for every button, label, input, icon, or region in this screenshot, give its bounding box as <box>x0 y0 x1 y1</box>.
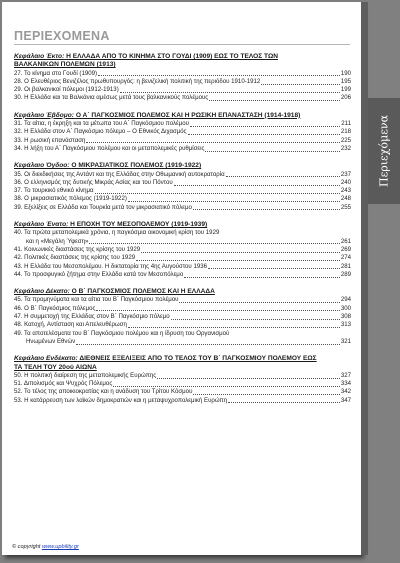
toc-page-number: 243 <box>340 187 351 195</box>
toc-page-number: 211 <box>341 120 351 128</box>
toc-entry[interactable] <box>14 94 351 102</box>
chapter-title: Ο ΜΙΚΡΑΣΙΑΤΙΚΟΣ ΠΟΛΕΜΟΣ (1919-1922) <box>71 162 202 170</box>
toc-entry[interactable] <box>14 70 351 78</box>
toc-entry-title: 50. Η πολιτική διαίρεση της μεταπολεμικής Ευρώπης <box>14 371 157 379</box>
toc-page-number: 342 <box>340 388 351 396</box>
toc-page-number: 334 <box>340 380 351 388</box>
section-tab-label: Περιεχόμενα <box>377 114 391 188</box>
dot-leader <box>95 193 340 194</box>
toc-entry[interactable] <box>14 86 351 94</box>
toc-entry[interactable] <box>14 338 351 346</box>
dot-leader <box>205 151 339 152</box>
toc-entry-title: 53. Η κατάρρευση των λαϊκών δημοκρατιών και η μεταψυχροπολεμική Ευρώπη <box>14 396 228 404</box>
toc-entry[interactable] <box>14 246 351 254</box>
toc-page-number: 347 <box>340 396 351 404</box>
toc-page-number: 281 <box>340 262 351 270</box>
chapter-section <box>14 53 351 103</box>
toc-entry[interactable] <box>14 397 351 405</box>
toc-entry-title: 40. Τα πρώτα μεταπολεμικά χρόνια, η παγκόσμια οικονομική κρίση του 1929 <box>14 229 220 237</box>
toc-page-number: 321 <box>340 337 351 345</box>
toc-entry[interactable] <box>14 372 351 380</box>
chapter-section <box>14 162 351 212</box>
chapter-heading[interactable] <box>14 355 351 363</box>
dot-leader <box>113 386 340 387</box>
chapter-section <box>14 112 351 153</box>
toc-entry-title: 49. Τα αποτελέσματα του Β΄ Παγκόσμιου πολέμου και η ίδρυση του Οργανισμού <box>14 329 230 337</box>
toc-page-number: 313 <box>340 321 351 329</box>
dot-leader <box>171 319 340 320</box>
toc-entry-title: 43. Η Ελλάδα του Μεσοπολέμου. Η δικτατορία της 4ης Αυγούστου 1936 <box>14 262 208 270</box>
dot-leader <box>141 252 340 253</box>
toc-entry-title: 32. Η Ελλάδα στον Α΄ Παγκόσμιο πόλεμο – Ο Εθνικός Διχασμός <box>14 128 187 136</box>
chapter-title: ΒΑΛΚΑΝΙΚΩΝ ΠΟΛΕΜΩΝ (1913) <box>14 61 116 69</box>
toc-page-number: 269 <box>340 245 351 253</box>
toc-entry[interactable] <box>14 195 351 203</box>
toc-entry[interactable] <box>14 305 351 313</box>
toc-entry-title: 35. Οι διεκδικήσεις της Αντάντ και της Ελλάδας στην Οθωμανική αυτοκρατορία <box>14 170 225 178</box>
chapter-title: ΤΑ ΤΕΛΗ ΤΟΥ 20ού ΑΙΩΝΑ <box>14 363 97 371</box>
dot-leader <box>86 142 339 143</box>
chapter-heading[interactable] <box>14 288 351 296</box>
chapter-label: Κεφάλαιο Δέκατο: <box>14 288 70 296</box>
dot-leader <box>188 134 340 135</box>
toc-page-number: 289 <box>340 270 351 278</box>
toc-entry-title: 47. Η συμμετοχή της Ελλάδας στον Β΄ Παγκόσμιο πόλεμο <box>14 313 170 321</box>
chapter-title: Η ΕΠΟΧΗ ΤΟΥ ΜΕΣΟΠΟΛΕΜΟΥ (1919-1939) <box>70 221 208 229</box>
dot-leader <box>136 260 340 261</box>
chapter-section <box>14 288 351 346</box>
toc-entry[interactable] <box>14 204 351 212</box>
toc-entry[interactable] <box>14 330 351 338</box>
toc-entry-title: 41. Κοινωνικές διαστάσεις της κρίσης του 1929 <box>14 245 141 253</box>
toc-page-number: 190 <box>340 69 351 77</box>
chapter-label: Κεφάλαιο Όγδοο: <box>14 162 70 170</box>
title-divider <box>14 44 350 45</box>
toc-page-number: 232 <box>340 144 351 152</box>
document-page <box>2 2 361 555</box>
toc-entry-title: 38. Ο μικρασιατικός πόλεμος (1919-1922) <box>14 195 127 203</box>
chapter-title: Η ΕΛΛΑΔΑ ΑΠΟ ΤΟ ΚΙΝΗΜΑ ΣΤΟ ΓΟΥΔΙ (1909) ΕΩΣ ΤΟ ΤΕΛΟΣ ΤΩΝ <box>66 53 279 60</box>
chapter-section <box>14 221 351 279</box>
toc-entry[interactable] <box>14 137 351 145</box>
toc-entry-title: 31. Τα αίτια, η έκρηξη και τα μέτωπα του Α΄ Παγκόσμιου πολέμου <box>14 120 189 128</box>
toc-entry[interactable] <box>14 380 351 388</box>
table-of-contents <box>14 53 351 414</box>
toc-entry-title: 36. Ο ελληνισμός της δυτικής Μικράς Ασίας και του Πόντου <box>14 178 173 186</box>
page-edge-shadow <box>361 2 368 555</box>
toc-page-number: 218 <box>340 128 351 136</box>
chapter-label: Κεφάλαιο Έβδομο: <box>14 111 74 119</box>
toc-page-number: 294 <box>340 296 351 304</box>
section-tab[interactable] <box>368 98 400 204</box>
dot-leader <box>76 344 340 345</box>
toc-entry-title: 27. Το κίνημα στο Γουδί (1909) <box>14 69 98 77</box>
chapter-heading[interactable] <box>14 364 351 372</box>
toc-entry-title: 30. Η Ελλάδα και τα Βαλκάνια αμέσως μετά τους βαλκανικούς πολέμους <box>14 94 209 102</box>
dot-leader <box>120 92 340 93</box>
chapter-heading[interactable] <box>14 53 351 61</box>
toc-page-number: 274 <box>340 254 351 262</box>
toc-entry[interactable] <box>14 187 351 195</box>
toc-entry-title: 44. Το προσφυγικό ζήτημα στην Ελλάδα κατά τον Μεσοπόλεμο <box>14 270 184 278</box>
toc-entry-title: Ηνωμένων Εθνών <box>26 337 76 345</box>
toc-entry[interactable] <box>14 388 351 396</box>
dot-leader <box>261 84 340 85</box>
toc-page-number: 195 <box>340 77 351 85</box>
toc-entry-title: 48. Κατοχή, Αντίσταση και Απελευθέρωση <box>14 321 127 329</box>
toc-entry[interactable] <box>14 78 351 86</box>
toc-page-number: 206 <box>340 94 351 102</box>
dot-leader <box>96 310 339 311</box>
copyright-text: © copyright <box>12 544 42 550</box>
dot-leader <box>157 378 340 379</box>
toc-page-number: 225 <box>340 136 351 144</box>
dot-leader <box>98 75 340 76</box>
toc-page-number: 255 <box>340 203 351 211</box>
toc-page-number: 327 <box>340 371 351 379</box>
chapter-heading[interactable] <box>14 221 351 229</box>
toc-page-number: 248 <box>340 195 351 203</box>
chapter-heading[interactable] <box>14 61 351 69</box>
chapter-label: Κεφάλαιο Ένατο: <box>14 221 69 229</box>
toc-entry[interactable] <box>14 229 351 237</box>
toc-page-number: 308 <box>340 313 351 321</box>
dot-leader <box>174 185 340 186</box>
toc-entry[interactable] <box>14 321 351 329</box>
chapter-label: Κεφάλαιο Ενδέκατο: <box>14 355 78 363</box>
website-link[interactable]: www.upbility.gr <box>41 544 79 550</box>
chapter-title: Ο Α΄ ΠΑΓΚΟΣΜΙΟΣ ΠΟΛΕΜΟΣ ΚΑΙ Η ΡΩΣΙΚΗ ΕΠΑΝΑΣΤΑΣΗ (1914-1918) <box>75 111 301 119</box>
toc-entry-title: 42. Πολιτικές διαστάσεις της κρίσης του 1929 <box>14 254 136 262</box>
toc-entry-title: 29. Οι βαλκανικοί πόλεμοι (1912-1913) <box>14 86 119 94</box>
toc-entry-title: 37. Το τουρκικό εθνικό κίνημα <box>14 187 94 195</box>
dot-leader <box>184 277 340 278</box>
toc-entry-title: 45. Τα προμηνύματα και τα αίτια του Β΄ Παγκόσμιου πολέμου <box>14 296 179 304</box>
toc-entry[interactable] <box>14 171 351 179</box>
dot-leader <box>190 126 340 127</box>
dot-leader <box>193 209 340 210</box>
dot-leader <box>128 327 340 328</box>
toc-entry[interactable] <box>14 128 351 136</box>
toc-entry-title: 28. Ο Ελευθέριος Βενιζέλος πρωθυπουργός: η βενιζελική πολιτική της περιόδου 1910-1912 <box>14 77 261 85</box>
toc-entry[interactable] <box>14 271 351 279</box>
chapter-title: Ο Β΄ ΠΑΓΚΟΣΜΙΟΣ ΠΟΛΕΜΟΣ ΚΑΙ Η ΕΛΛΑΔΑ <box>71 288 215 296</box>
toc-entry[interactable] <box>14 179 351 187</box>
dot-leader <box>128 201 340 202</box>
dot-leader <box>208 268 340 269</box>
page-title: ΠΕΡΙΕΧΟΜΕΝΑ <box>14 29 110 43</box>
toc-entry-title: 52. Το τέλος της αποικιοκρατίας και η ανάδυση του Τρίτου Κόσμου <box>14 388 193 396</box>
toc-page-number: 261 <box>340 237 351 245</box>
toc-entry-title: 34. Η λήξη του Α΄ Παγκόσμιου πολέμου και οι μεταπολεμικές ρυθμίσεις <box>14 144 205 152</box>
toc-entry[interactable] <box>14 254 351 262</box>
toc-entry[interactable] <box>14 238 351 246</box>
chapter-label: Κεφάλαιο Έκτο: <box>14 53 65 60</box>
dot-leader <box>179 302 339 303</box>
toc-page-number: 300 <box>340 304 351 312</box>
toc-entry-title: 33. Η ρωσική επανάσταση <box>14 136 86 144</box>
toc-entry[interactable] <box>14 313 351 321</box>
toc-entry-title: 39. Εξελίξεις σε Ελλάδα και Τουρκία μετά τον μικρασιατικό πόλεμο <box>14 203 192 211</box>
dot-leader <box>226 176 340 177</box>
toc-page-number: 240 <box>340 178 351 186</box>
toc-page-number: 199 <box>340 86 351 94</box>
copyright-footer <box>12 544 79 550</box>
toc-page-number: 237 <box>340 170 351 178</box>
toc-entry-title: 51. Διπολισμός και Ψυχρός Πόλεμος <box>14 380 113 388</box>
dot-leader <box>89 243 339 244</box>
toc-entry-title: 46. Ο Β΄ Παγκόσμιος πόλεμος <box>14 304 96 312</box>
chapter-section <box>14 355 351 405</box>
dot-leader <box>209 100 340 101</box>
toc-entry[interactable] <box>14 145 351 153</box>
dot-leader <box>228 402 340 403</box>
toc-entry[interactable] <box>14 120 351 128</box>
toc-entry[interactable] <box>14 263 351 271</box>
toc-entry-title: και η «Μεγάλη Ύφεση» <box>26 237 89 245</box>
toc-entry[interactable] <box>14 296 351 304</box>
dot-leader <box>193 394 339 395</box>
chapter-heading[interactable] <box>14 162 351 170</box>
chapter-title: ΔΙΕΘΝΕΙΣ ΕΞΕΛΙΞΕΙΣ ΑΠΟ ΤΟ ΤΕΛΟΣ ΤΟΥ Β΄ ΠΑΓΚΟΣΜΙΟΥ ΠΟΛΕΜΟΥ ΕΩΣ <box>79 355 317 363</box>
chapter-heading[interactable] <box>14 112 351 120</box>
